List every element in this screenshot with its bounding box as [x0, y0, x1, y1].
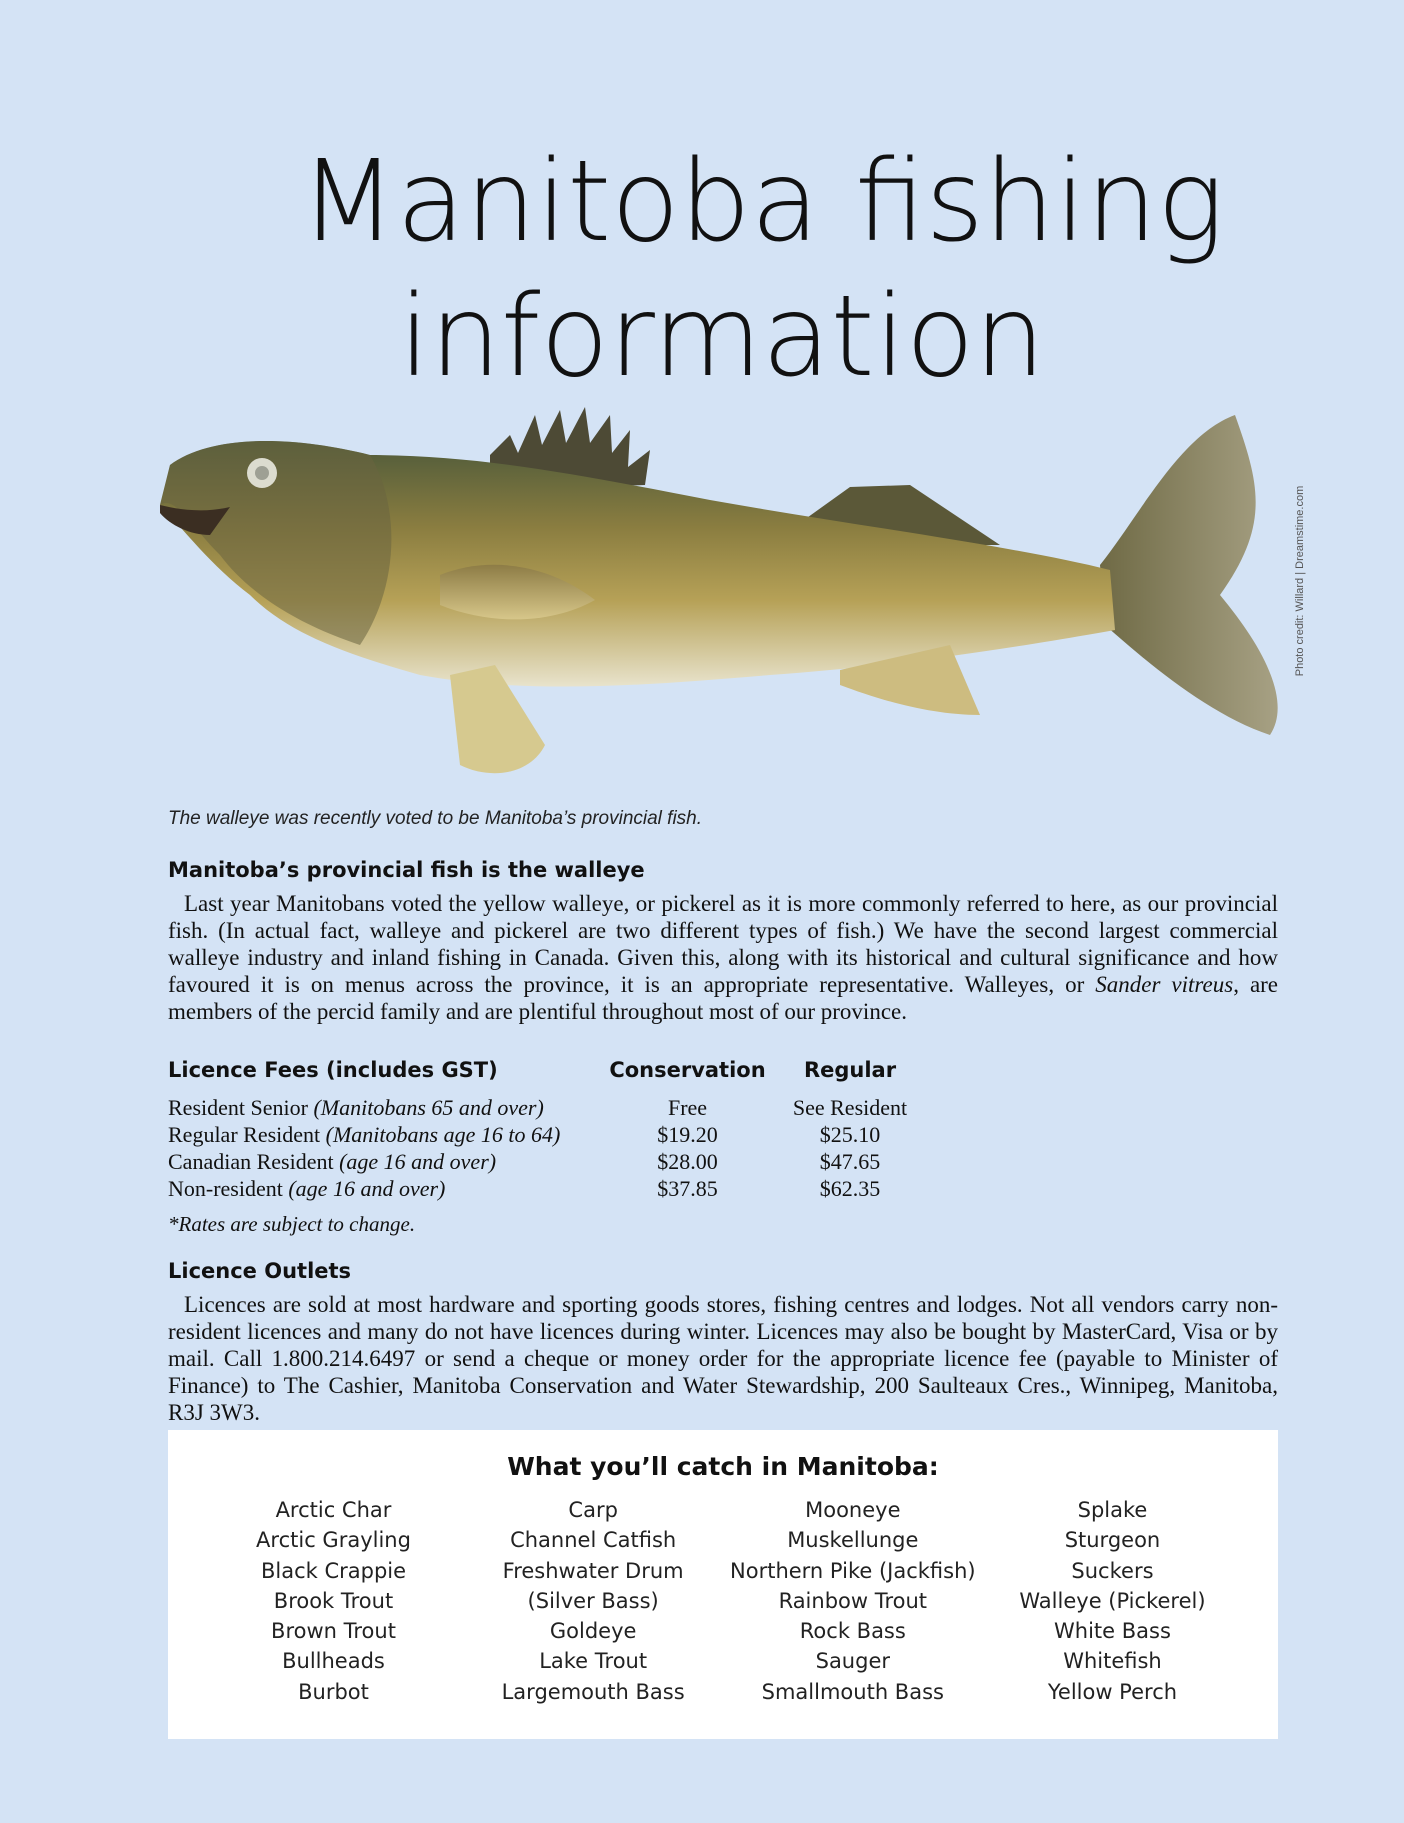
fish-name: Rock Bass	[799, 1619, 906, 1644]
fish-name: Rainbow Trout	[778, 1588, 928, 1613]
rates-note: *Rates are subject to change.	[168, 1212, 416, 1236]
regular-fee: $62.35	[819, 1176, 881, 1201]
catch-title: What you’ll catch in Manitoba:	[507, 1452, 939, 1481]
conservation-fee: $37.85	[657, 1176, 718, 1201]
fish-name: Bullheads	[282, 1649, 385, 1674]
fish-name: Carp	[568, 1498, 618, 1522]
conservation-fee: Free	[667, 1095, 708, 1120]
column-header: Conservation	[609, 1058, 766, 1082]
licence-outlets-heading: Licence Outlets	[168, 1259, 352, 1283]
fish-name: Brook Trout	[273, 1588, 394, 1613]
fish-name: Sauger	[815, 1649, 891, 1674]
fish-name: Suckers	[1071, 1558, 1154, 1583]
paragraph-text: , are members of the percid family and are plentiful throughout most of our province.	[168, 972, 1279, 1024]
conservation-fee: $28.00	[657, 1149, 718, 1174]
licence-type	[168, 1148, 600, 1175]
catch-column	[725, 1495, 980, 1707]
fish-name: Arctic Grayling	[256, 1528, 411, 1553]
licence-type-label: Resident Senior	[168, 1095, 314, 1120]
fish-name: Channel Catfish	[510, 1528, 677, 1553]
fish-name: Whitefish	[1063, 1649, 1162, 1674]
regular-fee: $47.65	[819, 1149, 881, 1174]
licence-type	[168, 1094, 600, 1121]
fish-name: (Silver Bass)	[527, 1588, 659, 1613]
licence-outlets-paragraph: Licences are sold at most hardware and sporting goods stores, fishing centres and lodges. Not all vendors carry non-resident licences and many do not have licences during winter. Licences may also be bought by MasterCard, Visa or by mail. Call 1.800.214.6497 or send a cheque or money order for the appropriate licence fee (payable to Minister of Finance) to The Cashier, Manitoba Conservation and Water Stewardship, 200 Saulteaux Cres., Winnipeg, Manitoba, R3J 3W3.	[168, 1292, 1278, 1425]
conservation-fee: $19.20	[657, 1122, 718, 1147]
licence-type-label: Non-resident	[168, 1176, 289, 1201]
licence-fees-table	[168, 1058, 925, 1202]
fish-name: Brown Trout	[271, 1619, 396, 1644]
table-row	[168, 1094, 925, 1121]
fish-name: Yellow Perch	[1047, 1679, 1178, 1704]
licence-type-qualifier: (age 16 and over)	[339, 1149, 497, 1174]
provincial-fish-paragraph	[168, 890, 1278, 1025]
page-title-line-2: information	[398, 272, 1046, 402]
fish-name: Smallmouth Bass	[761, 1679, 944, 1704]
table-row	[168, 1148, 925, 1175]
licence-type	[168, 1121, 600, 1148]
licence-type-qualifier: (Manitobans age 16 to 64)	[325, 1122, 561, 1147]
fish-name: Goldeye	[549, 1619, 637, 1644]
table-row	[168, 1121, 925, 1148]
licence-outlets-section	[168, 1259, 1278, 1426]
column-header: Regular	[803, 1058, 897, 1082]
regular-fee: See Resident	[792, 1095, 908, 1120]
fish-name: Splake	[1077, 1498, 1148, 1522]
photo-caption: The walleye was recently voted to be Manitoba’s provincial fish.	[168, 808, 703, 829]
column-header: Licence Fees (includes GST)	[168, 1058, 498, 1082]
licence-type	[168, 1175, 600, 1202]
table-header-row	[168, 1058, 925, 1094]
licence-type-qualifier: (Manitobans 65 and over)	[313, 1095, 544, 1120]
licence-fees-section	[168, 1058, 1068, 1237]
fish-name: Black Crappie	[260, 1558, 407, 1583]
licence-type-label: Canadian Resident	[168, 1149, 340, 1174]
fish-name: Sturgeon	[1064, 1528, 1161, 1553]
provincial-fish-heading: Manitoba’s provincial fish is the walleye	[168, 858, 645, 882]
table-row	[168, 1175, 925, 1202]
photo-credit: Photo credit: Willard | Dreamstime.com	[1294, 485, 1306, 677]
fish-name: Largemouth Bass	[501, 1679, 685, 1704]
walleye-photo	[150, 395, 1290, 805]
catch-column	[985, 1495, 1240, 1707]
fish-name: Mooneye	[805, 1498, 901, 1522]
catch-column	[466, 1495, 721, 1707]
paragraph-text: Last year Manitobans voted the yellow walleye, or pickerel as it is more commonly referred to here, as our provincial fish. (In actual fact, walleye and pickerel are two different types of fish.) We have the second largest commercial walleye industry and inland fishing in Canada. Given this, along with its historical and cultural significance and how favoured it is on menus across the province, it is an appropriate representative. Walleyes, or	[168, 891, 1278, 997]
fish-name: Northern Pike (Jackfish)	[730, 1558, 976, 1583]
fish-name: Freshwater Drum	[502, 1558, 684, 1583]
fish-name: Walleye (Pickerel)	[1019, 1588, 1206, 1613]
licence-type-qualifier: (age 16 and over)	[288, 1176, 446, 1201]
species-name: Sander vitreus	[1095, 972, 1234, 997]
licence-type-label: Regular Resident	[168, 1122, 326, 1147]
page-title-line-1: Manitoba fishing	[299, 137, 1225, 267]
catch-box	[168, 1430, 1278, 1739]
fish-name: Muskellunge	[787, 1528, 919, 1553]
catch-columns	[168, 1481, 1278, 1707]
page-title	[0, 135, 1404, 405]
fish-name: Arctic Char	[275, 1498, 392, 1522]
catch-column	[206, 1495, 461, 1707]
fish-name: White Bass	[1054, 1619, 1171, 1644]
regular-fee: $25.10	[819, 1122, 881, 1147]
provincial-fish-section	[168, 858, 1278, 1025]
fish-name: Burbot	[298, 1679, 369, 1704]
fish-name: Lake Trout	[539, 1649, 648, 1674]
